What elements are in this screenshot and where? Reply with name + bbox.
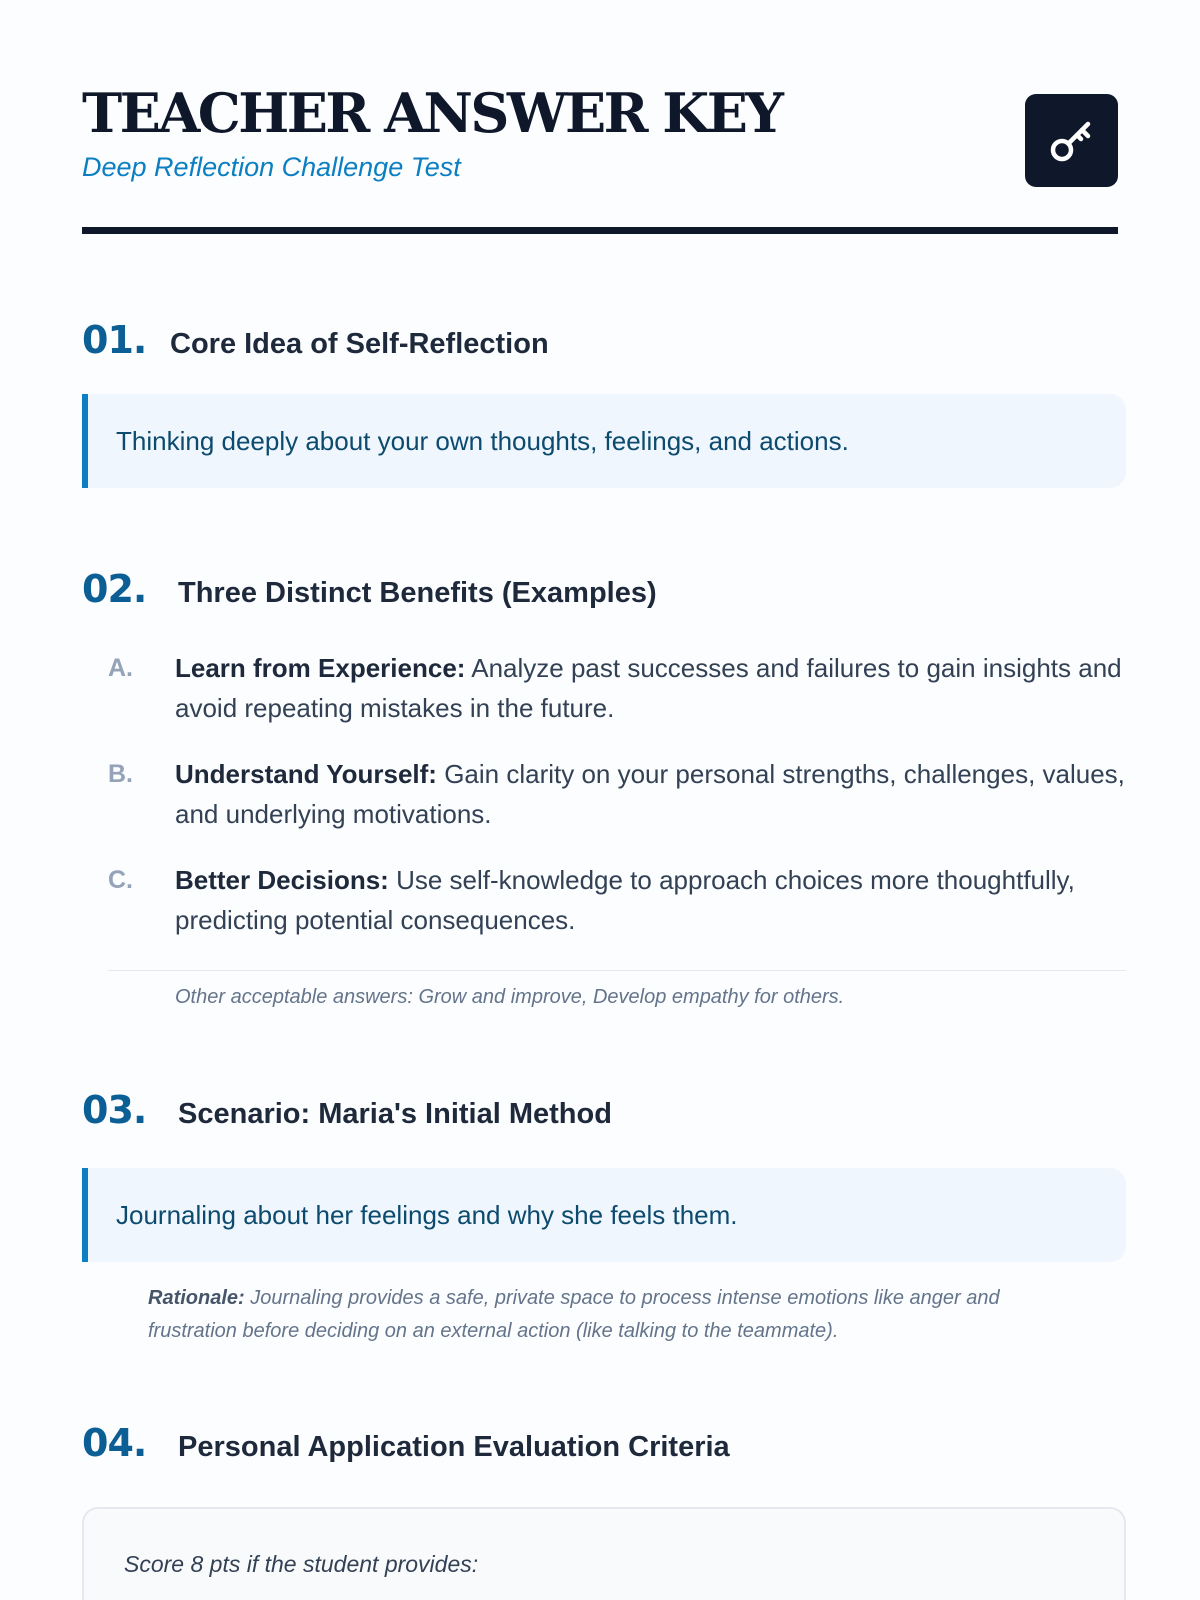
section-title: Personal Application Evaluation Criteria (178, 1431, 730, 1463)
section-4-heading (82, 1421, 730, 1465)
section-number: 02. (82, 567, 147, 611)
item-letter: C. (108, 866, 133, 894)
section-title: Three Distinct Benefits (Examples) (178, 577, 657, 609)
item-term: Better Decisions: (175, 865, 389, 895)
item-term: Learn from Experience: (175, 653, 466, 683)
key-icon (1046, 115, 1098, 167)
list-item (108, 860, 1126, 940)
answer-box: Journaling about her feelings and why she feels them. (82, 1168, 1126, 1262)
rationale-label: Rationale: (148, 1287, 245, 1309)
section-number: 01. (82, 318, 147, 362)
section-2-heading (82, 567, 657, 611)
section-title: Scenario: Maria's Initial Method (178, 1098, 612, 1130)
list-item (108, 754, 1126, 834)
item-text (175, 754, 1126, 834)
item-letter: A. (108, 654, 133, 682)
other-answers-note: Other acceptable answers: Grow and improve, Develop empathy for others. (175, 986, 845, 1008)
header-divider (82, 227, 1118, 234)
divider (108, 970, 1126, 971)
item-description: Use self-knowledge to approach choices more thoughtfully, predicting potential consequences. (175, 865, 1075, 935)
item-letter: B. (108, 760, 133, 788)
section-title: Core Idea of Self-Reflection (170, 328, 549, 360)
answer-box: Thinking deeply about your own thoughts, feelings, and actions. (82, 394, 1126, 488)
key-badge (1025, 94, 1118, 187)
list-item (108, 648, 1126, 728)
page-subtitle: Deep Reflection Challenge Test (82, 152, 461, 182)
item-term: Understand Yourself: (175, 759, 437, 789)
page-header (82, 0, 1118, 235)
benefits-list (108, 648, 1126, 966)
section-number: 03. (82, 1088, 147, 1132)
item-description: Gain clarity on your personal strengths, challenges, values, and underlying motivations. (175, 759, 1125, 829)
section-3-heading (82, 1088, 612, 1132)
rationale-text: Journaling provides a safe, private space to process intense emotions like anger and frustration before deciding on an external action (like talking to the teammate). (148, 1287, 1000, 1342)
item-text (175, 860, 1126, 940)
criteria-intro: Score 8 pts if the student provides: (124, 1551, 479, 1577)
criteria-box (82, 1507, 1126, 1600)
item-description: Analyze past successes and failures to gain insights and avoid repeating mistakes in the future. (175, 653, 1122, 723)
page-title: TEACHER ANSWER KEY (82, 81, 782, 145)
item-text (175, 648, 1126, 728)
section-1-heading (82, 318, 549, 362)
section-number: 04. (82, 1421, 147, 1465)
rationale-note (148, 1282, 1088, 1348)
